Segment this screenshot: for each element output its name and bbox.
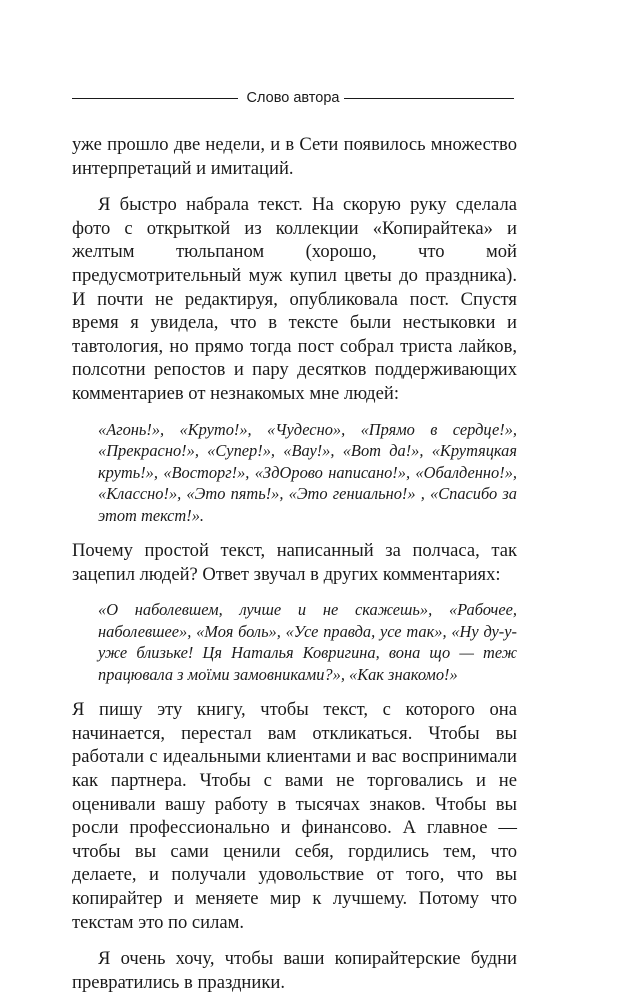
paragraph-final: Я очень хочу, чтобы ваши копирайтерские будни превратились в праздники. (72, 948, 517, 993)
running-head (72, 88, 514, 110)
paragraph-continuation: уже прошло две недели, и в Сети появилось множество интерпретаций и имитаций. (72, 134, 517, 179)
header-rule-right (344, 98, 514, 99)
paragraph: Я пишу эту книгу, чтобы текст, с которого она начинается, перестал вам откликаться. Чтобы вы работали с идеальными клиентами и вас воспринимали как партнера. Чтобы с вами не торговались и не оценивали вашу работу в тысячах знаков. Чтобы вы росли профессионально и финансово. А главное — чтобы вы сами ценили себя, гордились тем, что делаете, и получали удовольствие от того, что вы копирайтер и меняете мир к лучшему. Потому что текстам это по силам. (72, 699, 517, 933)
running-head-title: Слово автора (246, 90, 340, 106)
quote-block: «О наболевшем, лучше и не скажешь», «Рабочее, наболевшее», «Моя боль», «Усе правда, усе так», «Ну ду-у-уже близьке! Ця Наталья Ковригина, вона що — теж працювала з моїми замовниками?», «Как знакомо!» (98, 600, 517, 684)
paragraph: Я быстро набрала текст. На скорую руку сделала фото с открыткой из коллекции «Копирайтека» и желтым тюльпаном (хорошо, что мой предусмотрительный муж купил цветы до праздника). И почти не редактируя, опубликовала пост. Спустя время я увидела, что в тексте были нестыковки и тавтология, но прямо тогда пост собрал триста лайков, полсотни репостов и пару десятков поддерживающих комментариев от незнакомых мне людей: (72, 194, 517, 404)
paragraph: Почему простой текст, написанный за полчаса, так зацепил людей? Ответ звучал в других комментариях: (72, 540, 517, 585)
quote-block: «Агонь!», «Круто!», «Чудесно», «Прямо в сердце!», «Прекрасно!», «Супер!», «Вау!», «Вот да!», «Крутяцкая круть!», «Восторг!», «ЗдОрово написано!», «Обалденно!», «Классно!», «Это пять!», «Это гениально!» , «Спасибо за этот текст!». (98, 419, 517, 525)
page-body (72, 133, 517, 994)
